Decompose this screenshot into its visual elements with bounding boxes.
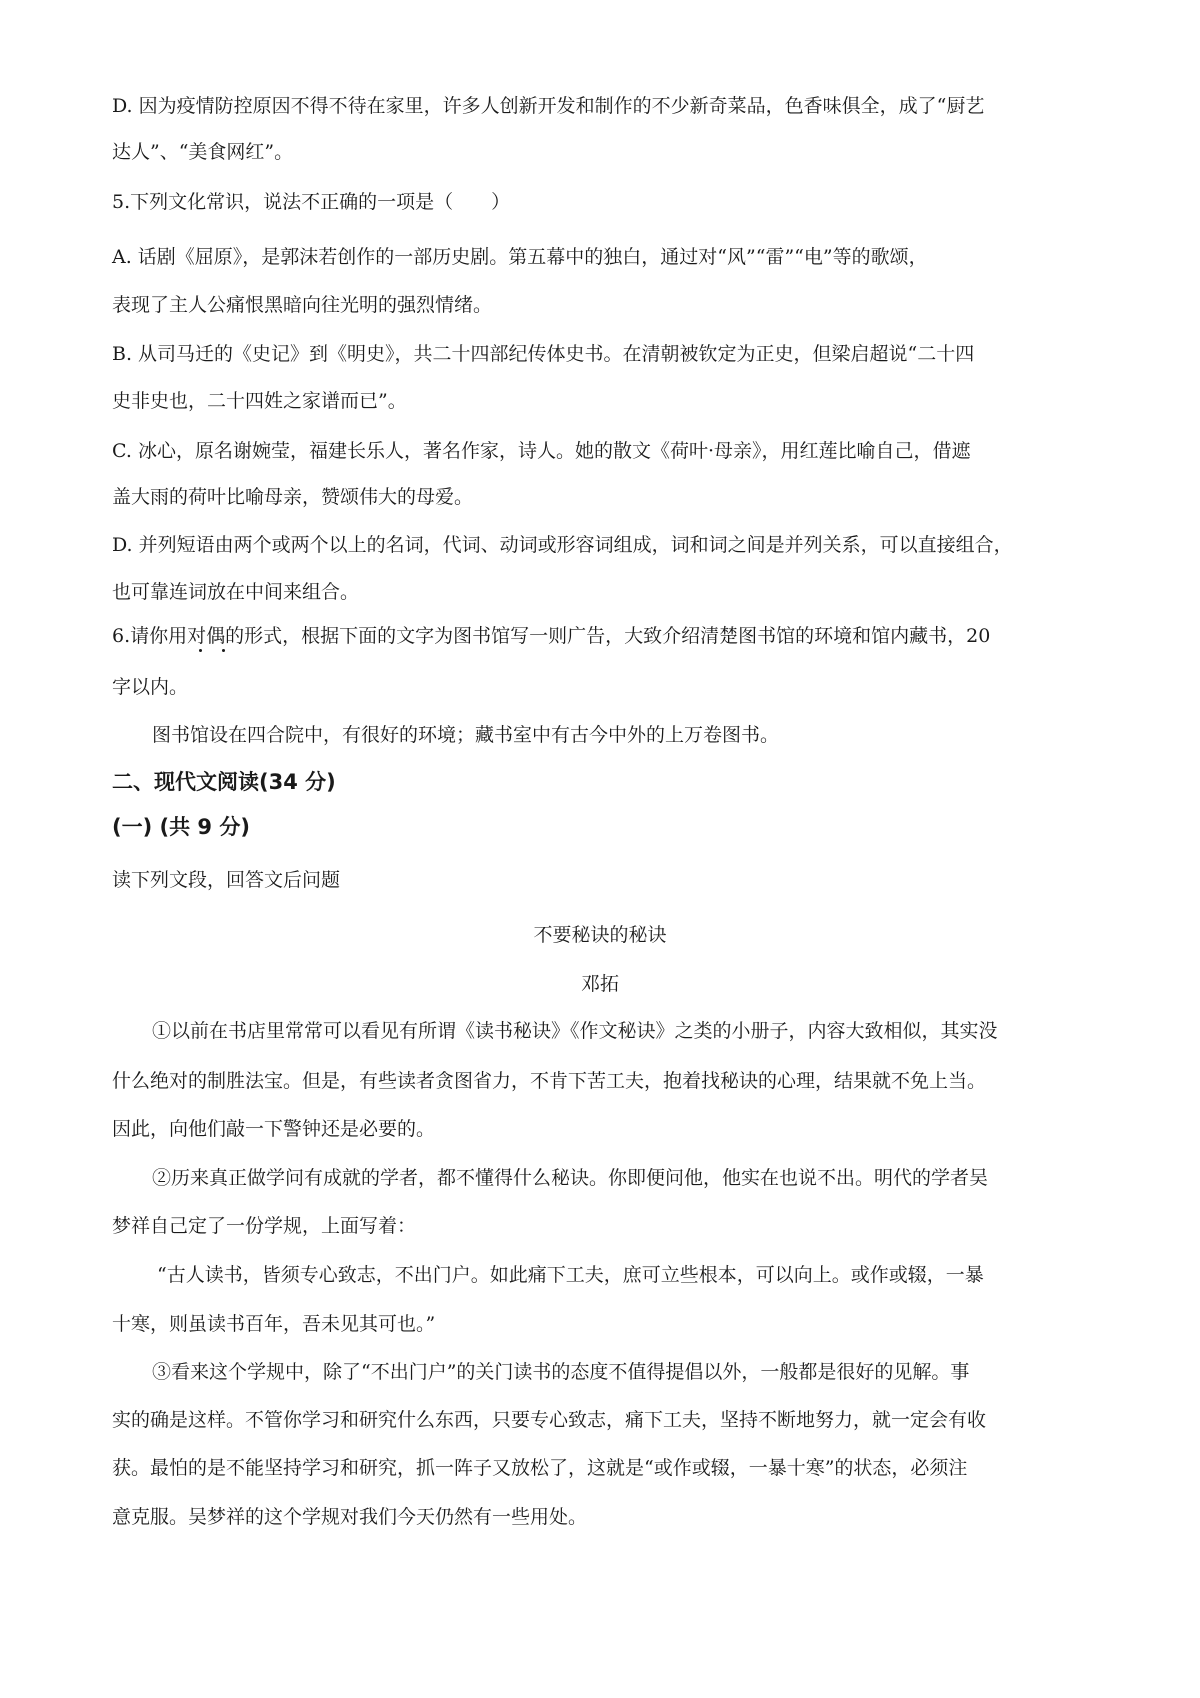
q5-option-d-line1: D. 并列短语由两个或两个以上的名词，代词、动词或形容词组成，词和词之间是并列关系，可以直接组合， <box>112 534 1013 556</box>
q6-stem-line2: 字以内。 <box>112 676 189 698</box>
paragraph-1-line2: 什么绝对的制胜法宝。但是，有些读者贪图省力，不肯下苦工夫，抱着找秘诀的心理，结果就不免上当。 <box>112 1070 987 1092</box>
q5-option-a-line1: A. 话剧《屈原》，是郭沫若创作的一部历史剧。第五幕中的独白，通过对“风”“雷”“电”等的歌颂， <box>112 246 928 268</box>
quote-line2: 十寒，则虽读书百年，吾未见其可也。” <box>112 1313 436 1335</box>
q5-option-a-line2: 表现了主人公痛恨黑暗向往光明的强烈情绪。 <box>112 294 493 316</box>
emphasis-dot <box>199 649 202 652</box>
q5-stem: 5.下列文化常识，说法不正确的一项是（ ） <box>112 191 511 213</box>
q6-material: 图书馆设在四合院中，有很好的环境；藏书室中有古今中外的上万卷图书。 <box>152 724 780 746</box>
part-title: (一) (共 9 分) <box>112 815 250 839</box>
paragraph-1-line3: 因此，向他们敲一下警钟还是必要的。 <box>112 1118 436 1140</box>
article-title: 不要秘诀的秘诀 <box>533 924 667 946</box>
q4-option-d-line1: D. 因为疫情防控原因不得不待在家里，许多人创新开发和制作的不少新奇菜品，色香味俱全，成了“厨艺 <box>112 95 985 117</box>
reading-instruction: 读下列文段，回答文后问题 <box>112 869 341 891</box>
paragraph-3-line3: 获。最怕的是不能坚持学习和研究，抓一阵子又放松了，这就是“或作或辍，一暴十寒”的状态，必须注 <box>112 1457 968 1479</box>
q5-option-d-line2: 也可靠连词放在中间来组合。 <box>112 581 360 603</box>
paragraph-3-line2: 实的确是这样。不管你学习和研究什么东西，只要专心致志，痛下工夫，坚持不断地努力，就一定会有收 <box>112 1409 987 1431</box>
q5-option-b-line2: 史非史也，二十四姓之家谱而已”。 <box>112 390 407 412</box>
section-title: 二、现代文阅读(34 分) <box>112 770 336 794</box>
article-author: 邓拓 <box>580 973 619 995</box>
emphasis-dot <box>222 649 225 652</box>
paragraph-2-line2: 梦祥自己定了一份学规，上面写着： <box>112 1215 417 1237</box>
q5-option-b-line1: B. 从司马迁的《史记》到《明史》，共二十四部纪传体史书。在清朝被钦定为正史，但梁启超说“二十四 <box>112 343 975 365</box>
paragraph-1-line1: ①以前在书店里常常可以看见有所谓《读书秘诀》《作文秘诀》之类的小册子，内容大致相似，其实没 <box>152 1020 998 1042</box>
paragraph-3-line4: 意克服。吴梦祥的这个学规对我们今天仍然有一些用处。 <box>112 1506 588 1528</box>
paragraph-2-line1: ②历来真正做学问有成就的学者，都不懂得什么秘诀。你即便问他，他实在也说不出。明代的学者吴 <box>152 1167 989 1189</box>
q5-option-c-line2: 盖大雨的荷叶比喻母亲，赞颂伟大的母爱。 <box>112 486 474 508</box>
q5-option-c-line1: C. 冰心，原名谢婉莹，福建长乐人，著名作家，诗人。她的散文《荷叶·母亲》，用红莲比喻自己，借遮 <box>112 440 971 462</box>
q6-stem-line1: 6.请你用对偶的形式，根据下面的文字为图书馆写一则广告，大致介绍清楚图书馆的环境和馆内藏书，20 <box>112 625 991 647</box>
quote-line1: “古人读书，皆须专心致志，不出门户。如此痛下工夫，庶可立些根本，可以向上。或作或辍，一暴 <box>157 1264 984 1286</box>
paragraph-3-line1: ③看来这个学规中，除了“不出门户”的关门读书的态度不值得提倡以外，一般都是很好的见解。事 <box>152 1361 970 1383</box>
q4-option-d-line2: 达人”、“美食网红”。 <box>112 141 294 163</box>
